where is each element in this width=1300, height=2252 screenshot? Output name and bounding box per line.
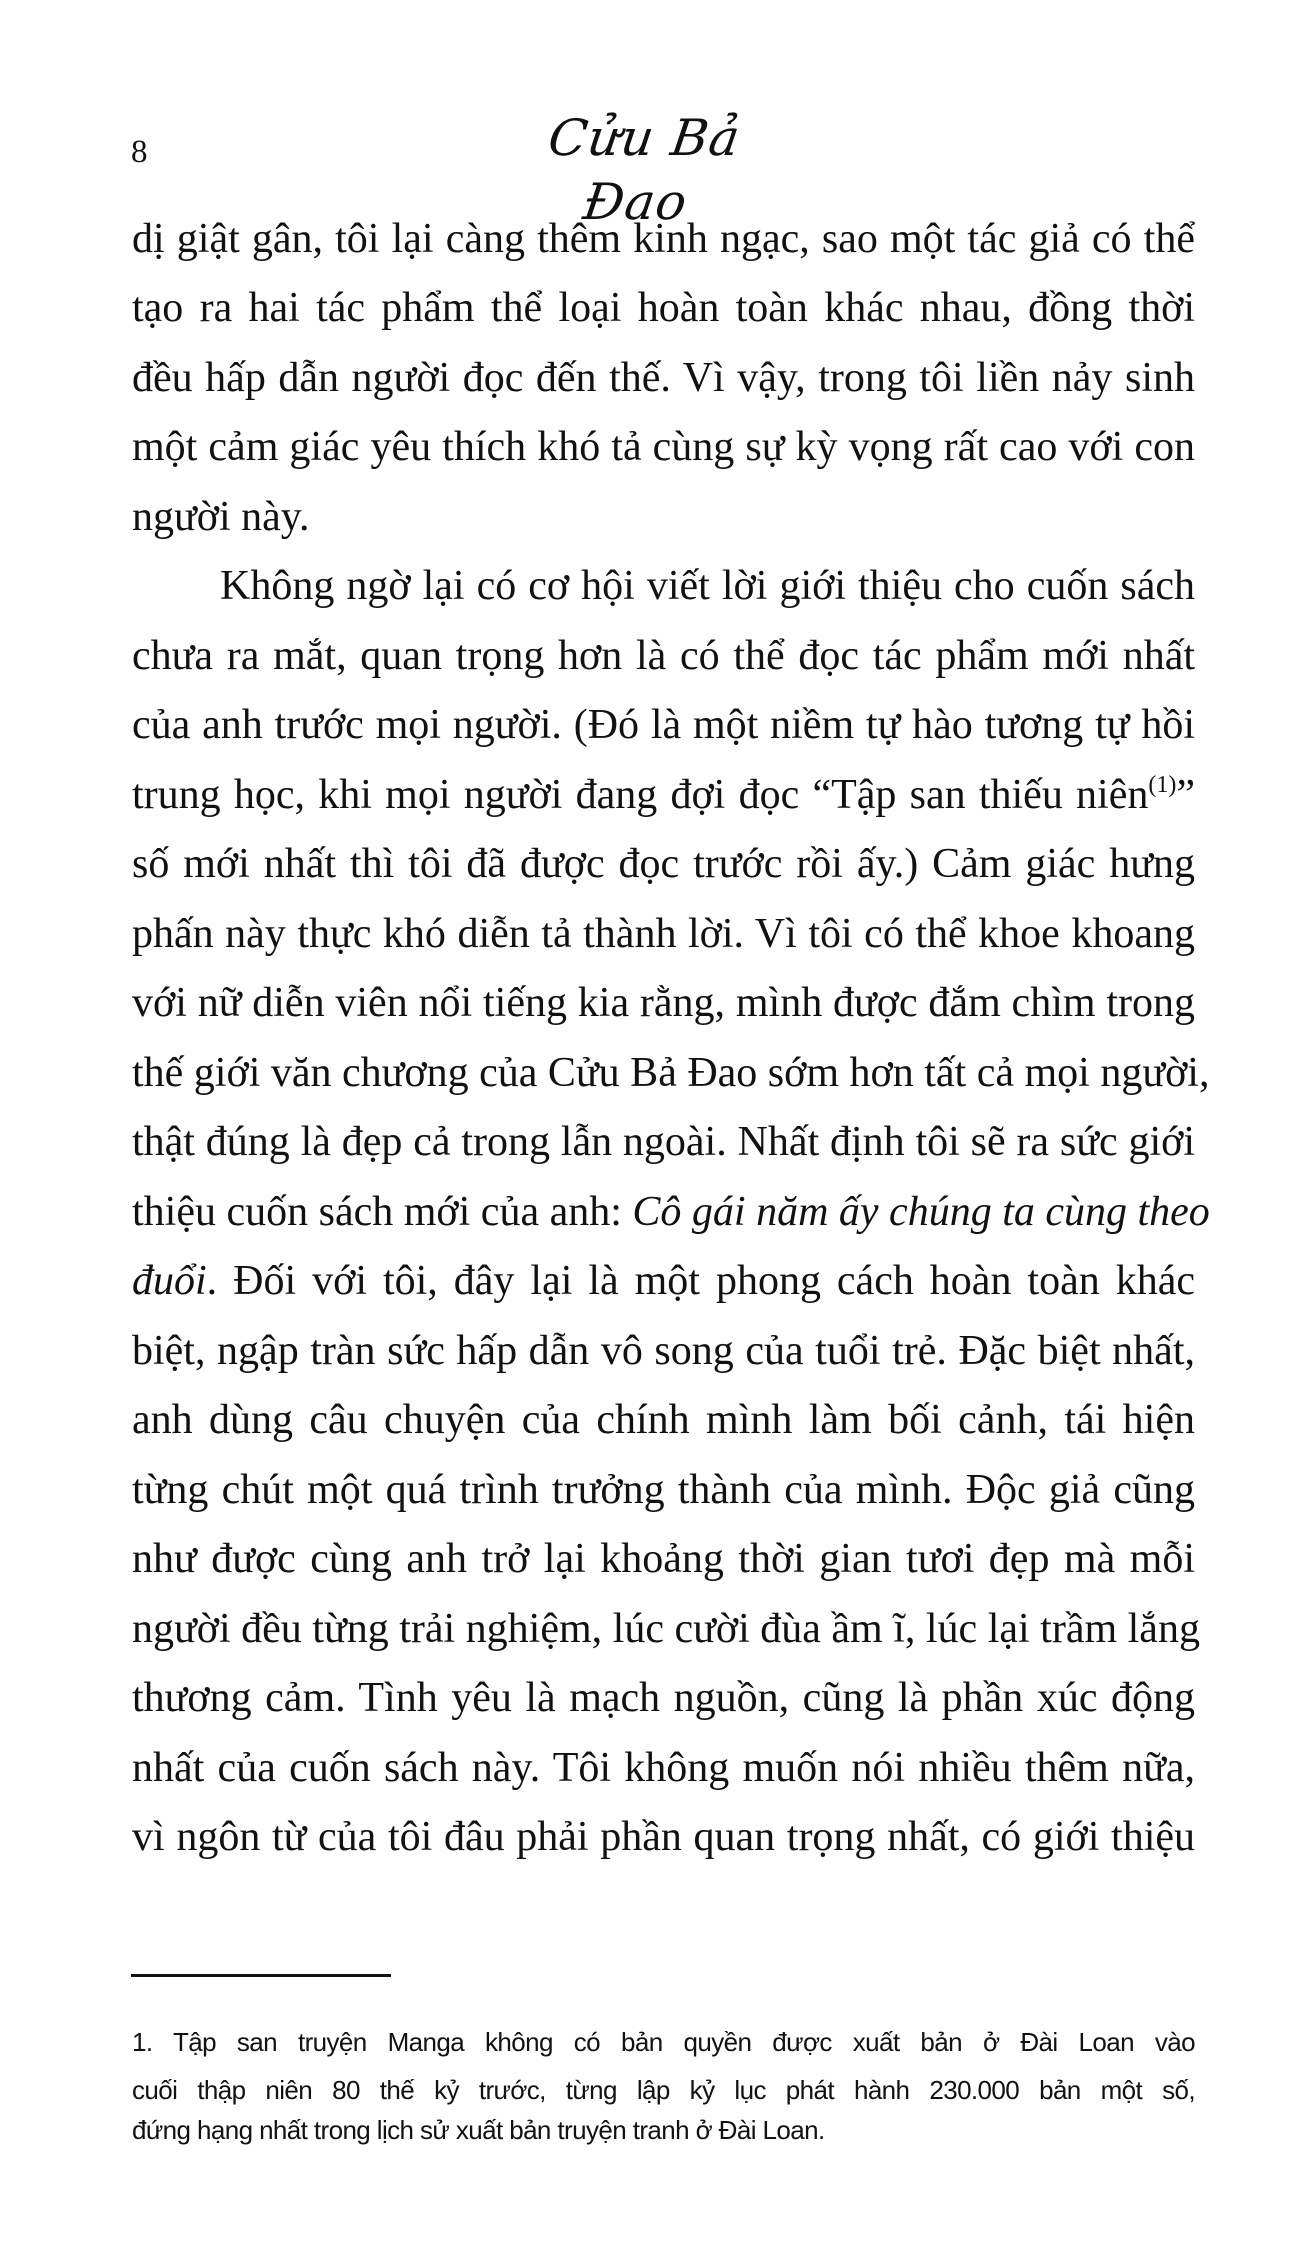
text-line: biệt, ngập tràn sức hấp dẫn vô song của tuổi trẻ. Đặc biệt nhất,	[132, 1328, 1195, 1374]
footnote-line: 1. Tập san truyện Manga không có bản quyền được xuất bản ở Đài Loan vào	[132, 2027, 1195, 2057]
text-line: số mới nhất thì tôi đã được đọc trước rồi ấy.) Cảm giác hưng	[132, 841, 1195, 887]
text-line: với nữ diễn viên nổi tiếng kia rằng, mình được đắm chìm trong	[132, 980, 1195, 1026]
text-line	[132, 1186, 1210, 1266]
footnote-divider	[131, 1974, 391, 1977]
text-span: ”	[1176, 772, 1195, 818]
text-line: thật đúng là đẹp cả trong lẫn ngoài. Nhất định tôi sẽ ra sức giới	[132, 1119, 1195, 1165]
text-line: một cảm giác yêu thích khó tả cùng sự kỳ vọng rất cao với con	[132, 424, 1195, 470]
text-line: thương cảm. Tình yêu là mạch nguồn, cũng là phần xúc động	[132, 1675, 1195, 1721]
text-line: như được cùng anh trở lại khoảng thời gian tươi đẹp mà mỗi	[132, 1536, 1195, 1582]
text-line	[132, 769, 1195, 849]
text-line: đều hấp dẫn người đọc đến thế. Vì vậy, trong tôi liền nảy sinh	[132, 355, 1195, 401]
text-line	[132, 1255, 1195, 1335]
footnote-line: cuối thập niên 80 thế kỷ trước, từng lập kỷ lục phát hành 230.000 bản một số,	[132, 2075, 1195, 2105]
text-line: vì ngôn từ của tôi đâu phải phần quan trọng nhất, có giới thiệu	[132, 1814, 1195, 1860]
text-line-paragraph-end: người này.	[132, 494, 310, 540]
text-line-paragraph-start	[132, 560, 1195, 640]
text-line: nhất của cuốn sách này. Tôi không muốn nói nhiều thêm nữa,	[132, 1745, 1195, 1791]
text-span: thiệu cuốn sách mới của anh:	[132, 1189, 633, 1235]
text-line: tạo ra hai tác phẩm thể loại hoàn toàn khác nhau, đồng thời	[132, 285, 1195, 331]
text-line: dị giật gân, tôi lại càng thêm kinh ngạc, sao một tác giả có thể	[132, 216, 1195, 262]
book-title-italic: đuổi	[132, 1258, 207, 1304]
running-head	[0, 0, 1300, 231]
text-line: của anh trước mọi người. (Đó là một niềm tự hào tương tự hồi	[132, 702, 1195, 748]
book-title: Cửu Bả Đao	[544, 109, 745, 231]
page-number: 8	[131, 134, 148, 170]
text-span: Không ngờ lại có cơ hội viết lời giới thiệu cho cuốn sách	[220, 563, 1195, 609]
book-title-italic: Cô gái năm ấy chúng ta cùng theo	[632, 1189, 1210, 1235]
text-line: thế giới văn chương của Cửu Bả Đao sớm hơn tất cả mọi người,	[132, 1050, 1210, 1096]
text-line: anh dùng câu chuyện của chính mình làm bối cảnh, tái hiện	[132, 1397, 1195, 1443]
text-span: trung học, khi mọi người đang đợi đọc “Tập san thiếu niên	[132, 772, 1149, 818]
text-line: phấn này thực khó diễn tả thành lời. Vì tôi có thể khoe khoang	[132, 911, 1195, 957]
text-line: người đều từng trải nghiệm, lúc cười đùa ầm ĩ, lúc lại trầm lắng	[132, 1606, 1200, 1652]
footnote-reference[interactable]: (1)	[1148, 772, 1177, 798]
text-line: từng chút một quá trình trưởng thành của mình. Độc giả cũng	[132, 1467, 1195, 1513]
text-line: chưa ra mắt, quan trọng hơn là có thể đọc tác phẩm mới nhất	[132, 633, 1195, 679]
text-span: . Đối với tôi, đây lại là một phong cách hoàn toàn khác	[206, 1258, 1195, 1304]
footnote-line: đứng hạng nhất trong lịch sử xuất bản truyện tranh ở Đài Loan.	[132, 2115, 825, 2145]
